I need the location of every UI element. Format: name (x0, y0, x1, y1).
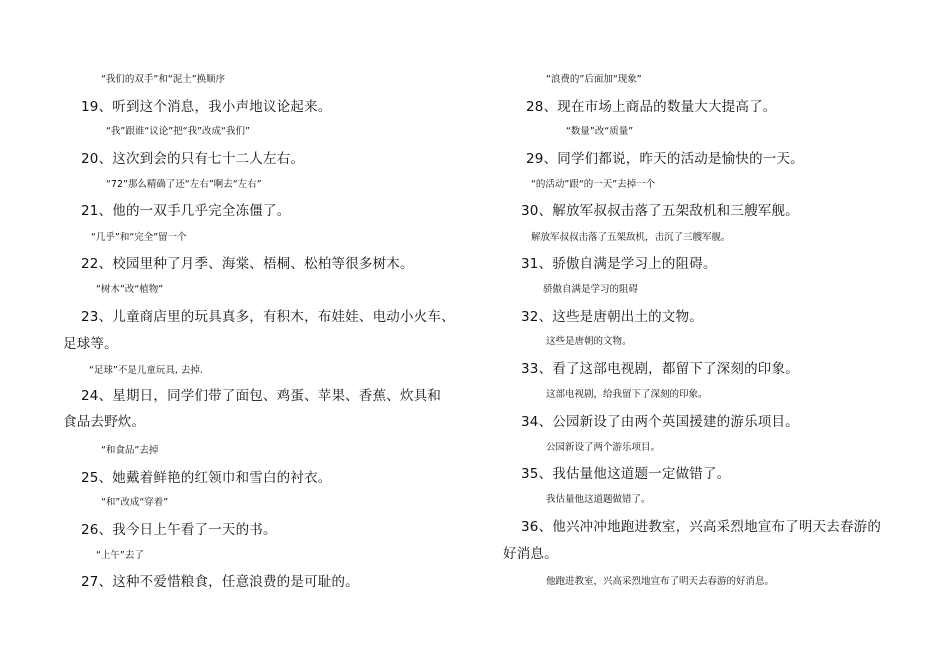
note-line: “72”那么精确了还“左右”啊去“左右” (106, 179, 262, 190)
note-line: “和食品”去掉 (101, 445, 159, 456)
question-31: 31、骄傲自满是学习上的阻碍。 (521, 256, 717, 272)
note-line: 他跑进教室，兴高采烈地宣布了明天去春游的好消息。 (546, 576, 775, 587)
note-line: “数量”改“质量” (566, 126, 634, 137)
question-23: 23、儿童商店里的玩具真多，有积木，布娃娃、电动小火车、 (81, 309, 455, 325)
note-line: “树木”改“植物” (96, 284, 164, 295)
question-21: 21、他的一双手几乎完全冻僵了。 (81, 203, 291, 219)
question-32: 32、这些是唐朝出土的文物。 (521, 309, 703, 325)
note-line: “足球”不是儿童玩具, 去掉. (89, 365, 203, 376)
question-24: 24、星期日，同学们带了面包、鸡蛋、苹果、香蕉、炊具和 (81, 388, 442, 404)
note-line: 这些是唐朝的文物。 (546, 336, 632, 347)
question-27: 27、这种不爱惜粮食，任意浪费的是可耻的。 (81, 574, 359, 590)
question-20: 20、这次到会的只有七十二人左右。 (81, 151, 305, 167)
note-line: 解放军叔叔击落了五架敌机，击沉了三艘军舰。 (531, 232, 731, 243)
note-line: “上午”去了 (96, 550, 144, 561)
note-line: “我”跟谁“议论”把“我”改成“我们” (106, 126, 250, 137)
note-line: 骄傲自满是学习的阻碍 (543, 284, 639, 295)
question-35: 35、我估量他这道题一定做错了。 (521, 466, 731, 482)
note-line: 这部电视剧，给我留下了深刻的印象。 (546, 389, 708, 400)
question-23-cont: 足球等。 (63, 336, 118, 352)
note-line: 我估量他这道题做错了。 (546, 494, 651, 505)
question-28: 28、现在市场上商品的数量大大提高了。 (526, 99, 777, 115)
note-line: “浪费的”后面加“现象” (546, 74, 642, 85)
question-34: 34、公园新设了由两个英国援建的游乐项目。 (521, 414, 799, 430)
note-line: “我们的双手”和“泥土”换顺序 (101, 74, 226, 85)
note-line: “几乎”和“完全”留一个 (91, 232, 187, 243)
question-33: 33、看了这部电视剧，都留下了深刻的印象。 (521, 361, 799, 377)
note-line: 公园新设了两个游乐项目。 (546, 442, 661, 453)
question-22: 22、校园里种了月季、海棠、梧桐、松柏等很多树木。 (81, 256, 414, 272)
question-30: 30、解放军叔叔击落了五架敌机和三艘军舰。 (521, 203, 799, 219)
question-24-cont: 食品去野炊。 (63, 414, 146, 430)
question-29: 29、同学们都说，昨天的活动是愉快的一天。 (526, 151, 804, 167)
question-36-cont: 好消息。 (503, 546, 558, 562)
question-26: 26、我今日上午看了一天的书。 (81, 522, 277, 538)
question-36: 36、他兴冲冲地跑进教室，兴高采烈地宣布了明天去春游的 (521, 519, 882, 535)
note-line: “和”改成“穿着” (101, 497, 169, 508)
question-25: 25、她戴着鲜艳的红领巾和雪白的衬衣。 (81, 470, 332, 486)
note-line: “的活动”跟“的一天”去掉一个 (531, 179, 656, 190)
question-19: 19、听到这个消息，我小声地议论起来。 (81, 99, 332, 115)
